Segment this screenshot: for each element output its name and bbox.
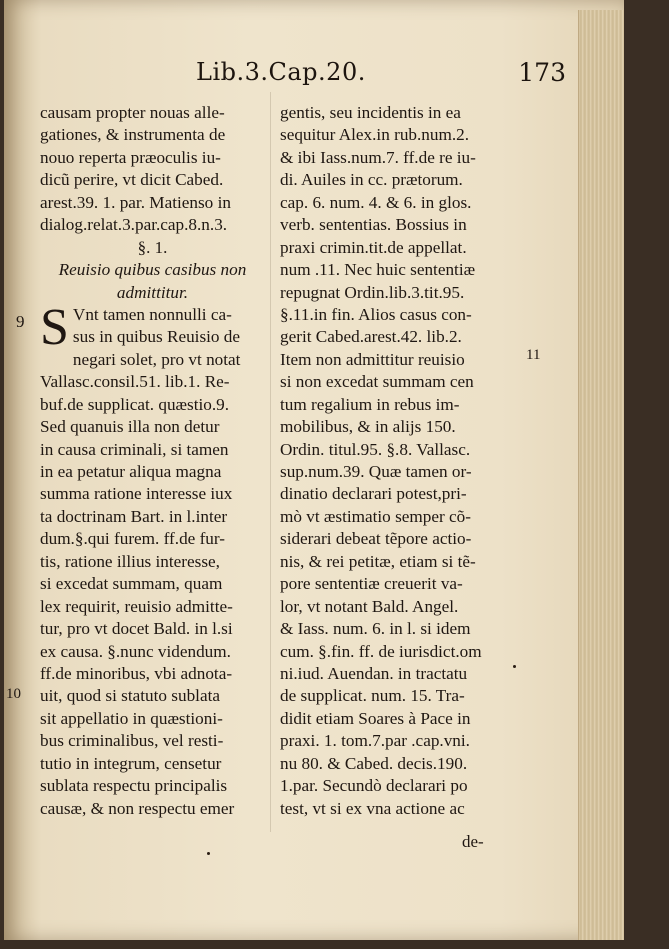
- text-line: Ordin. titul.95. §.8. Vallasc.: [280, 439, 471, 459]
- margin-note: 9: [16, 312, 25, 331]
- text-line: si excedat summam, quam: [40, 574, 223, 594]
- text-line: bus criminalibus, vel resti-: [40, 731, 224, 751]
- text-line: siderari debeat tẽpore actio-: [280, 529, 472, 549]
- drop-cap-block: [40, 298, 265, 371]
- text-line: sit appellatio in quæstioni-: [40, 708, 223, 728]
- text-line: tum regalium in rebus im-: [280, 394, 460, 414]
- text-line: summa ratione interesse iux: [40, 484, 233, 504]
- ink-speck: [207, 852, 210, 855]
- text-line: buf.de supplicat. quæstio.9.: [40, 394, 230, 414]
- text-line: tutio in integrum, censetur: [40, 753, 222, 773]
- text-line: di. Auiles in cc. prætorum.: [280, 170, 463, 190]
- text-line: gentis, seu incidentis in ea: [280, 103, 461, 122]
- column-gutter: [270, 92, 271, 832]
- text-line: & ibi Iass.num.7. ff.de re iu-: [280, 147, 476, 167]
- text-line: uit, quod si statuto sublata: [40, 686, 220, 706]
- text-line: Item non admittitur reuisio: [280, 349, 465, 369]
- text-line: didit etiam Soares à Pace in: [280, 708, 471, 728]
- text-line: causæ, & non respectu emer: [40, 798, 235, 818]
- page-edge: [578, 10, 624, 940]
- text-line: & Iass. num. 6. in l. si idem: [280, 619, 471, 639]
- text-line: dicũ perire, vt dicit Cabed.: [40, 170, 224, 190]
- section-heading: admittitur.: [116, 282, 189, 302]
- left-column: [40, 102, 265, 820]
- text-line: cum. §.fin. ff. de iurisdict.om: [280, 641, 482, 661]
- text-line: dum.§.qui furem. ff.de fur-: [40, 529, 226, 549]
- margin-note: 10: [6, 686, 21, 702]
- section-heading: Reuisio quibus casibus non: [58, 260, 247, 280]
- running-title: Lib.3.Cap.20.: [196, 58, 366, 86]
- text-line: de supplicat. num. 15. Tra-: [280, 686, 465, 706]
- text-line: dinatio declarari potest,pri-: [280, 484, 467, 504]
- text-line: tis, ratione illius interesse,: [40, 551, 220, 571]
- text-line: mobilibus, & in alijs 150.: [280, 417, 456, 437]
- text-line: num .11. Nec huic sententiæ: [280, 260, 476, 280]
- text-line: nu 80. & Cabed. decis.190.: [280, 753, 468, 773]
- text-line: sequitur Alex.in rub.num.2.: [280, 125, 470, 145]
- text-line: Sed quanuis illa non detur: [40, 417, 220, 437]
- section-mark: §. 1.: [137, 237, 168, 257]
- text-line: nouo reperta præoculis iu-: [40, 147, 221, 167]
- folio-number: 173: [518, 58, 566, 87]
- text-line: gerit Cabed.arest.42. lib.2.: [280, 327, 462, 347]
- text-line: ff.de minoribus, vbi adnota-: [40, 663, 233, 683]
- text-line: sup.num.39. Quæ tamen or-: [280, 462, 472, 481]
- text-line: §.11.in fin. Alios casus con-: [280, 304, 472, 324]
- text-line: tur, pro vt docet Bald. in l.si: [40, 619, 233, 639]
- text-line: praxi. 1. tom.7.par .cap.vni.: [280, 731, 470, 751]
- text-line: lor, vt notant Bald. Angel.: [280, 596, 459, 616]
- text-line: ex causa. §.nunc videndum.: [40, 641, 231, 661]
- text-line: ta doctrinam Bart. in l.inter: [40, 506, 228, 526]
- text-line: praxi crimin.tit.de appellat.: [280, 237, 467, 257]
- text-line: Vallasc.consil.51. lib.1. Re-: [40, 372, 230, 392]
- margin-note: 11: [526, 347, 541, 363]
- text-line: in ea petatur aliqua magna: [40, 462, 222, 482]
- right-column: [280, 102, 520, 820]
- text-line: lex requirit, reuisio admitte-: [40, 596, 233, 616]
- text-line: in causa criminali, si tamen: [40, 439, 229, 459]
- text-line: verb. sententias. Bossius in: [280, 215, 467, 235]
- text-line: cap. 6. num. 4. & 6. in glos.: [280, 192, 472, 212]
- text-line: sus in quibus Reuisio de: [72, 327, 241, 347]
- text-line: negari solet, pro vt notat: [72, 349, 241, 369]
- text-line: repugnat Ordin.lib.3.tit.95.: [280, 282, 465, 302]
- text-line: si non excedat summam cen: [280, 372, 474, 392]
- text-line: ni.iud. Auendan. in tractatu: [280, 663, 468, 683]
- text-line: test, vt si ex vna actione ac: [280, 798, 465, 818]
- text-line: arest.39. 1. par. Matienso in: [40, 192, 231, 212]
- text-line: gationes, & instrumenta de: [40, 125, 226, 145]
- text-line: mò vt æstimatio semper cõ-: [280, 506, 471, 526]
- page-header: [196, 58, 566, 92]
- text-line: sublata respectu principalis: [40, 776, 228, 796]
- drop-cap: S: [40, 298, 69, 356]
- ink-speck: [513, 665, 516, 668]
- text-line: nis, & rei petitæ, etiam si tẽ-: [280, 551, 476, 571]
- text-line: pore sententiæ creuerit va-: [280, 574, 463, 594]
- text-line: 1.par. Secundò declarari po: [280, 776, 468, 796]
- text-line: dialog.relat.3.par.cap.8.n.3.: [40, 215, 228, 235]
- text-line: causam propter nouas alle-: [40, 103, 225, 122]
- catchword: de-: [462, 832, 484, 851]
- text-line: Vnt tamen nonnulli ca-: [72, 304, 232, 324]
